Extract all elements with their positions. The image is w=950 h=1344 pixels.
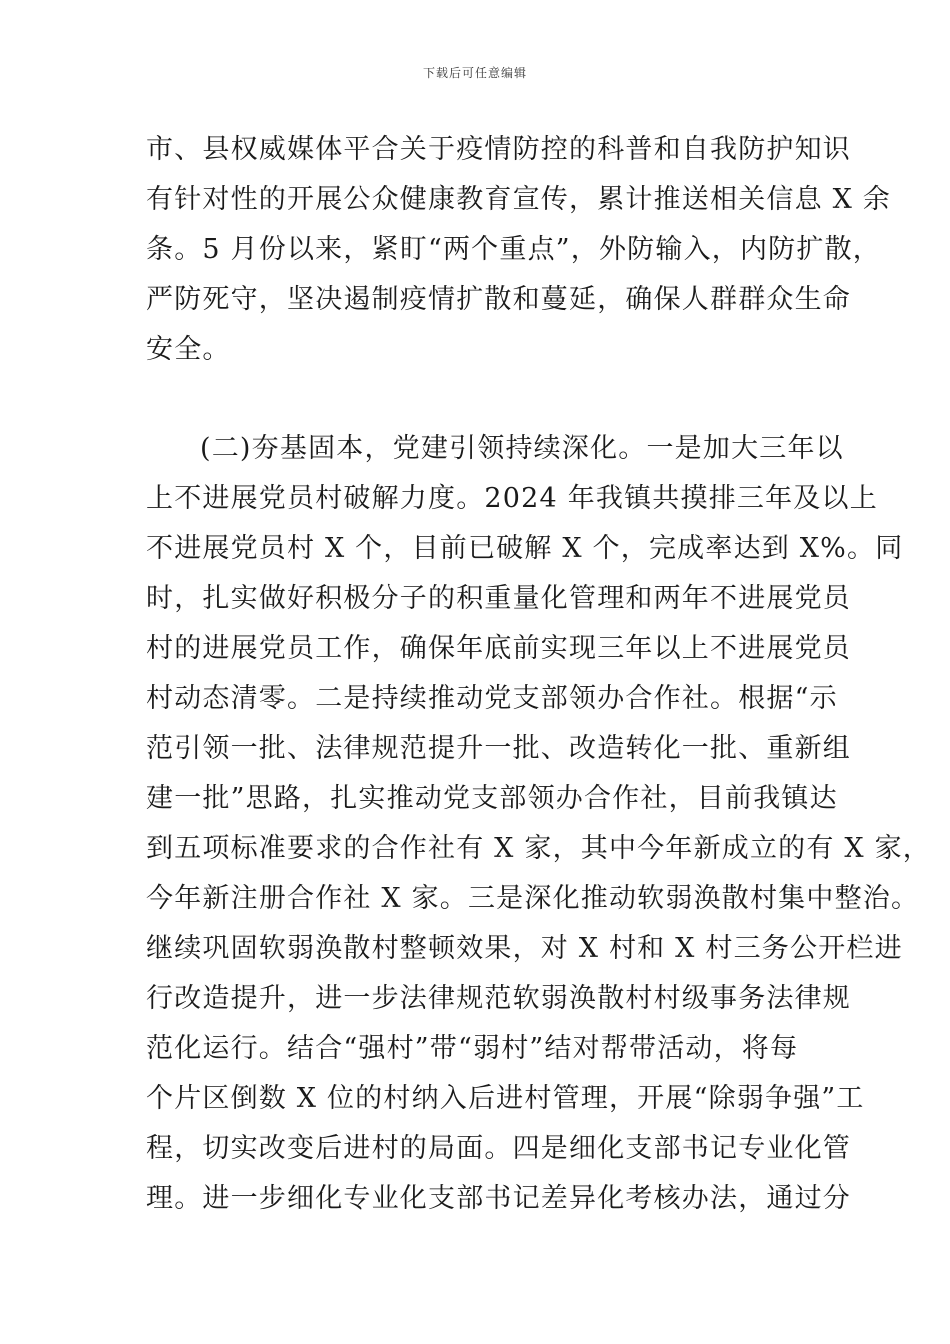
text-line: 理。进一步细化专业化支部书记差异化考核办法，通过分 [146,1183,851,1214]
text-line: 范化运行。结合“强村”带“弱村”结对帮带活动，将每 [146,1033,799,1064]
text-line: 时，扎实做好积极分子的积重量化管理和两年不进展党员 [146,583,851,614]
text-line: 范引领一批、法律规范提升一批、改造转化一批、重新组 [146,733,851,764]
text-line: 不进展党员村 X 个，目前已破解 X 个，完成率达到 X%。同 [146,533,904,564]
text-line: 严防死守，坚决遏制疫情扩散和蔓延，确保人群群众生命 [146,284,851,315]
page-header: 下载后可任意编辑 [422,66,527,80]
text-line: 个片区倒数 X 位的村纳入后进村管理，开展“除弱争强”工 [146,1083,865,1114]
text-line: 上不进展党员村破解力度。2024 年我镇共摸排三年及以上 [146,483,878,514]
text-line: 市、县权威媒体平合关于疫情防控的科普和自我防护知识 [146,134,851,165]
text-line: 安全。 [146,334,231,365]
text-line: 村动态清零。二是持续推动党支部领办合作社。根据“示 [146,683,838,714]
text-line: 有针对性的开展公众健康教育宣传，累计推送相关信息 X 余 [146,184,891,215]
text-line: 村的进展党员工作，确保年底前实现三年以上不进展党员 [146,633,851,664]
text-line: 程，切实改变后进村的局面。四是细化支部书记专业化管 [146,1133,851,1164]
text-line: 建一批”思路，扎实推动党支部领办合作社，目前我镇达 [146,783,838,814]
text-line: 今年新注册合作社 X 家。三是深化推动软弱涣散村集中整治。 [146,883,920,914]
text-line: 行改造提升，进一步法律规范软弱涣散村村级事务法律规 [146,983,851,1014]
text-line: 条。5 月份以来，紧盯“两个重点”，外防输入，内防扩散， [146,234,881,265]
text-line: (二)夯基固本，党建引领持续深化。一是加大三年以 [200,433,844,464]
text-line: 继续巩固软弱涣散村整顿效果，对 X 村和 X 村三务公开栏进 [146,933,903,964]
text-line: 到五项标准要求的合作社有 X 家，其中今年新成立的有 X 家， [146,833,931,864]
